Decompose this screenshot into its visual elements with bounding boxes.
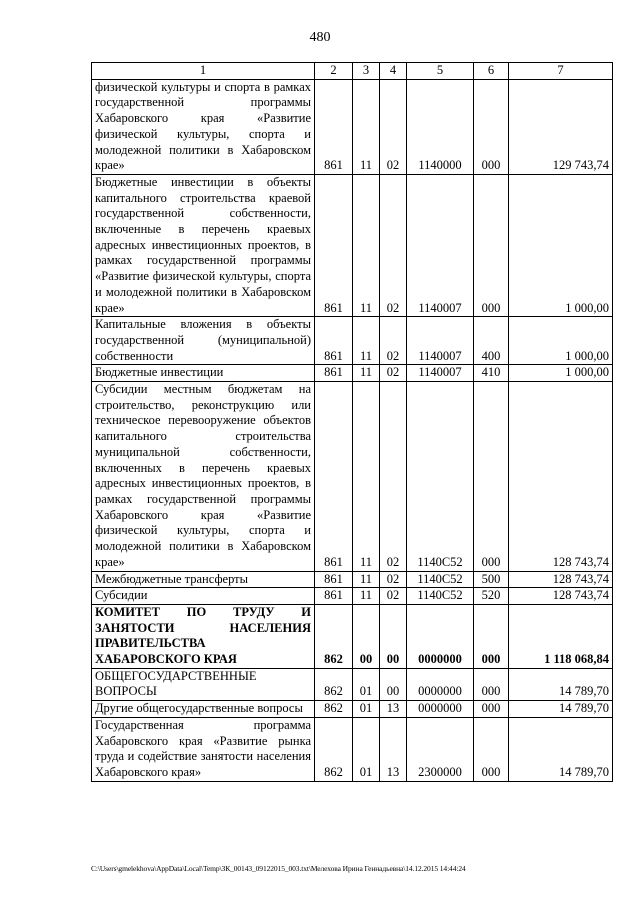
row-name: ОБЩЕГОСУДАРСТВЕННЫЕ ВОПРОСЫ	[92, 668, 315, 700]
row-amount: 1 000,00	[509, 365, 613, 382]
header-col-5: 5	[407, 63, 474, 80]
table-row	[92, 174, 613, 316]
row-expense-type: 410	[474, 365, 509, 382]
row-name: Государственная программа Хабаровского края «Развитие рынка труда и содействие занятости населения Хабаровского края»	[92, 717, 315, 781]
row-section: 11	[353, 588, 380, 605]
row-target-article: 0000000	[407, 668, 474, 700]
row-section: 01	[353, 717, 380, 781]
row-target-article: 1140007	[407, 317, 474, 365]
row-section: 11	[353, 365, 380, 382]
row-amount: 1 000,00	[509, 174, 613, 316]
row-expense-type: 000	[474, 701, 509, 718]
row-expense-type: 000	[474, 174, 509, 316]
row-section: 11	[353, 571, 380, 588]
row-amount: 1 118 068,84	[509, 604, 613, 668]
row-expense-type: 000	[474, 717, 509, 781]
row-expense-type: 000	[474, 604, 509, 668]
table-row	[92, 668, 613, 700]
row-ministry-code: 861	[315, 382, 353, 571]
row-ministry-code: 862	[315, 604, 353, 668]
row-target-article: 1140007	[407, 174, 474, 316]
budget-table	[91, 62, 613, 782]
table-row	[92, 317, 613, 365]
row-amount: 14 789,70	[509, 668, 613, 700]
row-subsection: 02	[380, 79, 407, 174]
row-subsection: 02	[380, 317, 407, 365]
header-col-3: 3	[353, 63, 380, 80]
row-name: Капитальные вложения в объекты государственной (муниципальной) собственности	[92, 317, 315, 365]
table-row	[92, 571, 613, 588]
table-row-committee	[92, 604, 613, 668]
header-col-1: 1	[92, 63, 315, 80]
row-target-article: 1140C52	[407, 571, 474, 588]
row-section: 11	[353, 174, 380, 316]
row-subsection: 02	[380, 174, 407, 316]
row-target-article: 1140000	[407, 79, 474, 174]
row-name: Межбюджетные трансферты	[92, 571, 315, 588]
row-name: Бюджетные инвестиции	[92, 365, 315, 382]
file-path-footer: C:\Users\gmelekhova\AppData\Local\Temp\ЗК_00143_09122015_003.txt\Мелехова Ирина Геннадьевна\14.12.2015 14:44:24	[91, 864, 466, 873]
row-amount: 129 743,74	[509, 79, 613, 174]
row-ministry-code: 862	[315, 717, 353, 781]
header-col-7: 7	[509, 63, 613, 80]
row-amount: 128 743,74	[509, 571, 613, 588]
row-expense-type: 520	[474, 588, 509, 605]
table-row	[92, 365, 613, 382]
row-section: 11	[353, 317, 380, 365]
row-name: физической культуры и спорта в рамках государственной программы Хабаровского края «Развитие физической культуры, спорта и молодежной политики в Хабаровском крае»	[92, 79, 315, 174]
row-expense-type: 000	[474, 79, 509, 174]
row-subsection: 13	[380, 717, 407, 781]
header-col-6: 6	[474, 63, 509, 80]
row-name: Субсидии	[92, 588, 315, 605]
table-row	[92, 717, 613, 781]
row-name: Бюджетные инвестиции в объекты капитального строительства краевой государственной собственности, включенные в перечень краевых адресных инвестиционных проектов, в рамках государственной программы «Развитие физической культуры, спорта и молодежной политики в Хабаровском крае»	[92, 174, 315, 316]
row-ministry-code: 861	[315, 365, 353, 382]
table-row	[92, 701, 613, 718]
row-subsection: 02	[380, 382, 407, 571]
row-section: 11	[353, 79, 380, 174]
row-ministry-code: 861	[315, 174, 353, 316]
page-number: 480	[309, 30, 331, 45]
row-amount: 128 743,74	[509, 382, 613, 571]
row-name: КОМИТЕТ ПО ТРУДУ И ЗАНЯТОСТИ НАСЕЛЕНИЯ ПРАВИТЕЛЬСТВА ХАБАРОВСКОГО КРАЯ	[92, 604, 315, 668]
row-expense-type: 400	[474, 317, 509, 365]
row-subsection: 13	[380, 701, 407, 718]
row-section: 00	[353, 604, 380, 668]
row-name: Другие общегосударственные вопросы	[92, 701, 315, 718]
row-ministry-code: 861	[315, 571, 353, 588]
row-ministry-code: 861	[315, 79, 353, 174]
row-ministry-code: 862	[315, 668, 353, 700]
row-subsection: 02	[380, 365, 407, 382]
table-row	[92, 382, 613, 571]
row-target-article: 0000000	[407, 604, 474, 668]
row-subsection: 00	[380, 604, 407, 668]
header-row	[92, 63, 613, 80]
row-ministry-code: 861	[315, 317, 353, 365]
row-target-article: 1140007	[407, 365, 474, 382]
header-col-2: 2	[315, 63, 353, 80]
row-target-article: 0000000	[407, 701, 474, 718]
row-amount: 14 789,70	[509, 717, 613, 781]
row-amount: 14 789,70	[509, 701, 613, 718]
row-section: 01	[353, 701, 380, 718]
row-subsection: 02	[380, 571, 407, 588]
row-section: 11	[353, 382, 380, 571]
row-section: 01	[353, 668, 380, 700]
row-subsection: 00	[380, 668, 407, 700]
header-col-4: 4	[380, 63, 407, 80]
row-target-article: 1140C52	[407, 588, 474, 605]
row-target-article: 1140C52	[407, 382, 474, 571]
table-row	[92, 79, 613, 174]
row-amount: 1 000,00	[509, 317, 613, 365]
row-expense-type: 500	[474, 571, 509, 588]
row-amount: 128 743,74	[509, 588, 613, 605]
row-ministry-code: 861	[315, 588, 353, 605]
row-ministry-code: 862	[315, 701, 353, 718]
row-subsection: 02	[380, 588, 407, 605]
table-row	[92, 588, 613, 605]
row-expense-type: 000	[474, 382, 509, 571]
row-target-article: 2300000	[407, 717, 474, 781]
row-expense-type: 000	[474, 668, 509, 700]
row-name: Субсидии местным бюджетам на строительство, реконструкцию или техническое перевооружение объектов капитального строительства муниципальной собственности, включенных в перечень краевых адресных инвестиционных проектов, в рамках государственной программы Хабаровского края «Развитие физической культуры, спорта и молодежной политики в Хабаровском крае»	[92, 382, 315, 571]
